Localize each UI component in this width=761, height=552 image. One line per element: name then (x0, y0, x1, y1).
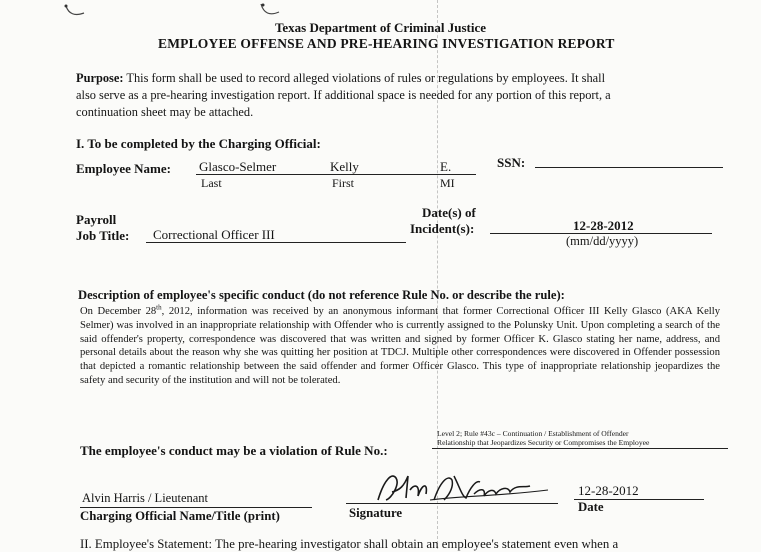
section-1-heading: I. To be completed by the Charging Official: (76, 136, 321, 151)
date-caption: Date (578, 500, 604, 514)
date-format-hint: (mm/dd/yyyy) (566, 234, 639, 248)
conduct-text-ordinal: th (156, 303, 162, 312)
rule-line-1: Level 2; Rule #43c – Continuation / Establishment of Offender (437, 429, 629, 438)
ssn-field-line (535, 167, 723, 168)
employee-name-label: Employee Name: (76, 161, 171, 176)
conduct-text-body: , 2012, information was received by an anonymous informant that former Correctional Officer III Kelly Glasco (AKA Kelly Selmer) was involved in an inappropriate relationship with Offender who is currently assigned to the Polunsky Unit. Upon completing a search of the said offender's property, correspondence was discovered that was written and signed by former Officer K. Glasco stating her name, address, and personal details about the reason why she was quitting her position at TDCJ. Multiple other correspondences were discovered in Offender possession that depicted a romantic relationship between the said offender and former Officer Glasco. This type of inappropriate relationship jeopardizes the safety and security of the institution and will not be tolerated. (80, 306, 720, 386)
dates-label-1: Date(s) of (422, 205, 476, 220)
payroll-label: Payroll (76, 212, 117, 227)
purpose-line-1 (76, 70, 605, 87)
official-name-underline (80, 507, 312, 508)
purpose-line-3: continuation sheet may be attached. (76, 105, 254, 119)
punch-mark-left (60, 0, 90, 22)
ssn-label: SSN: (497, 155, 526, 170)
form-title: EMPLOYEE OFFENSE AND PRE-HEARING INVESTIGATION REPORT (158, 36, 615, 51)
employee-name-underline (196, 174, 476, 175)
job-title-value: Correctional Officer III (153, 227, 275, 242)
conduct-text-start: On December 28 (80, 306, 157, 317)
job-title-label: Job Title: (76, 228, 130, 243)
violation-label: The employee's conduct may be a violation of Rule No.: (80, 443, 388, 458)
rule-underline (432, 448, 728, 449)
job-title-underline (146, 242, 406, 243)
employee-last-name: Glasco-Selmer (199, 159, 277, 174)
official-name-caption: Charging Official Name/Title (print) (80, 509, 280, 523)
mi-caption: MI (440, 176, 455, 190)
incident-date: 12-28-2012 (573, 218, 634, 233)
employee-first-name: Kelly (330, 159, 359, 174)
section-2-partial: II. Employee's Statement: The pre-hearing investigator shall obtain an employee's statement even when a (80, 537, 619, 551)
rule-line-2: Relationship that Jeopardizes Security or Compromises the Employee (437, 438, 650, 447)
official-name: Alvin Harris / Lieutenant (82, 491, 209, 505)
conduct-description (80, 305, 720, 388)
last-caption: Last (201, 176, 222, 190)
purpose-label: Purpose: (76, 71, 124, 85)
first-caption: First (332, 176, 355, 190)
signature-image (370, 470, 560, 510)
conduct-heading: Description of employee's specific conduct (do not reference Rule No. or describe the rule): (78, 288, 565, 302)
agency-name: Texas Department of Criminal Justice (274, 20, 487, 35)
signature-caption: Signature (349, 506, 403, 520)
purpose-text-1: This form shall be used to record alleged violations of rules or regulations by employees. It shall (126, 71, 606, 85)
purpose-line-2: also serve as a pre-hearing investigation report. If additional space is needed for any portion of this report, a (76, 88, 611, 102)
punch-mark-right (255, 0, 285, 22)
employee-middle-initial: E. (440, 159, 452, 174)
signoff-date: 12-28-2012 (578, 483, 639, 498)
dates-label-2: Incident(s): (410, 221, 475, 236)
signature-underline (346, 503, 558, 504)
